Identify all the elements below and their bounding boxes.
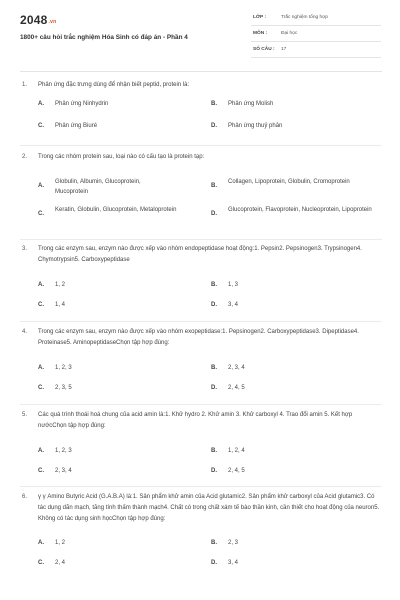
question-stem xyxy=(22,327,382,349)
option-label: B. xyxy=(211,101,217,107)
option-label: C. xyxy=(38,560,44,566)
option-label: C. xyxy=(38,211,44,217)
option-label: C. xyxy=(38,123,44,129)
option-label: A. xyxy=(38,365,44,371)
question-3 xyxy=(22,244,382,312)
option-text: 1, 2, 4 xyxy=(228,448,245,454)
meta-value: 17 xyxy=(281,47,287,52)
option-text: 1, 2, 3 xyxy=(55,448,72,454)
option-text: 2, 3, 4 xyxy=(55,468,72,474)
option-text: Phản ứng Biuré xyxy=(55,123,98,129)
logo-suffix: .vn xyxy=(48,19,57,25)
option-label: B. xyxy=(211,448,217,454)
question-stem xyxy=(22,244,382,266)
meta-key: MÔN : xyxy=(253,31,268,36)
option-label: D. xyxy=(211,211,217,217)
option-label: B. xyxy=(211,282,217,288)
document-header xyxy=(0,0,400,66)
option-label: D. xyxy=(211,123,217,129)
answer-options xyxy=(38,99,382,137)
option-text: Glucoprotein, Flavoprotein, Nucleoprotein, Lipoprotein xyxy=(228,207,372,213)
question-number: 6. xyxy=(22,494,28,500)
option-text: Keratin, Globulin, Glucoprotein, Metaloprotein xyxy=(55,207,177,213)
meta-key: SỐ CÂU : xyxy=(253,47,275,52)
site-logo[interactable] xyxy=(20,13,56,27)
option-text: 3, 4 xyxy=(228,302,239,308)
option-text: 3, 4 xyxy=(228,560,239,566)
meta-value: Trắc nghiệm tổng hợp xyxy=(281,15,328,20)
option-label: C. xyxy=(38,385,44,391)
option-text: 2, 3, 5 xyxy=(55,385,72,391)
option-text: 2, 3 xyxy=(228,540,239,546)
meta-row-subject xyxy=(251,28,381,42)
meta-row-count xyxy=(251,44,381,58)
option-label: A. xyxy=(38,540,44,546)
option-text: Globulin, Albumin, Glucoprotein, Mucoprotein xyxy=(55,179,141,195)
option-label: C. xyxy=(38,468,44,474)
meta-key: LỚP : xyxy=(253,15,267,20)
option-text: Phản ứng thuỷ phân xyxy=(228,123,283,129)
question-stem xyxy=(22,152,382,163)
option-label: B. xyxy=(211,183,217,189)
question-4 xyxy=(22,327,382,395)
option-label: D. xyxy=(211,560,217,566)
option-text: 2, 4 xyxy=(55,560,66,566)
option-label: D. xyxy=(211,302,217,308)
option-label: B. xyxy=(211,540,217,546)
option-text: 2, 3, 4 xyxy=(228,365,245,371)
option-text: 1, 4 xyxy=(55,302,66,308)
question-text: Trong các enzym sau, enzym nào được xếp vào nhóm endopeptidase hoạt động:1. Pepsin2. Pepsinogen3. Trypsinogen4. Chymotrypsin5. Carboxypeptidase xyxy=(38,246,362,263)
question-number: 5. xyxy=(22,412,28,418)
question-divider xyxy=(20,404,382,405)
answer-options xyxy=(38,440,382,478)
question-text: Trong các nhóm protein sau, loại nào có cấu tạo là protein tạp: xyxy=(38,154,205,160)
question-number: 1. xyxy=(22,82,28,88)
question-6 xyxy=(22,492,382,569)
question-divider xyxy=(20,239,382,240)
option-label: C. xyxy=(38,302,44,308)
option-text: 1, 2, 3 xyxy=(55,365,72,371)
meta-row-class xyxy=(251,12,381,26)
question-stem xyxy=(22,492,382,525)
option-text: 1, 3 xyxy=(228,282,239,288)
option-text: 2, 4, 5 xyxy=(228,385,245,391)
option-label: A. xyxy=(38,448,44,454)
option-label: D. xyxy=(211,468,217,474)
answer-options xyxy=(38,171,382,233)
meta-value: Đại học xyxy=(281,31,298,36)
question-stem xyxy=(22,410,382,432)
answer-options xyxy=(38,357,382,395)
option-label: A. xyxy=(38,282,44,288)
question-5 xyxy=(22,410,382,478)
answer-options xyxy=(38,274,382,312)
question-text: Trong các enzym sau, enzym nào được xếp vào nhóm exopeptidase:1. Pepsinogen2. Carboxypeptidase3. Dipeptidase4. Proteinase5. AminopeptidaseChọn tập hợp đúng: xyxy=(38,329,359,346)
option-label: A. xyxy=(38,183,44,189)
question-1 xyxy=(22,80,382,137)
option-label: A. xyxy=(38,101,44,107)
question-text: γ γ Amino Butyric Acid (G.A.B.A) là:1. Sản phẩm khử amin của Acid glutamic2. Sản phẩm khử carboxyl của Acid glutamic3. Có tác dụng dãn mạch, tăng tính thấm thành mạch4. Chất có trong chất xám tế bào thần kinh, cần thiết cho hoạt động của neuron5. Không có tác dụng sinh họcChọn tập hợp đúng: xyxy=(38,494,380,522)
question-number: 4. xyxy=(22,329,28,335)
question-2 xyxy=(22,152,382,233)
question-number: 3. xyxy=(22,246,28,252)
header-divider xyxy=(20,71,382,72)
answer-options xyxy=(38,533,382,569)
question-divider xyxy=(20,145,382,146)
option-text: Phản ứng Ninhydrin xyxy=(55,101,109,107)
question-number: 2. xyxy=(22,154,28,160)
logo-main: 2048 xyxy=(20,13,48,27)
option-text: 2, 4, 5 xyxy=(228,468,245,474)
question-divider xyxy=(20,321,382,322)
option-label: D. xyxy=(211,385,217,391)
question-text: Phản ứng đặc trưng dùng để nhận biết peptid, protein là: xyxy=(38,82,190,88)
page-title: 1800+ câu hỏi trắc nghiệm Hóa Sinh có đáp án - Phần 4 xyxy=(20,34,188,41)
question-divider xyxy=(20,486,382,487)
option-text: 1, 2 xyxy=(55,282,66,288)
question-stem xyxy=(22,80,382,91)
question-text: Các quá trình thoái hoá chung của acid amin là:1. Khử hydro 2. Khử amin 3. Khử carboxyl 4. Trao đổi amin 5. Kết hợp nướcChọn tập hợp đúng: xyxy=(38,412,353,429)
option-text: Phản ứng Molish xyxy=(228,101,274,107)
option-label: B. xyxy=(211,365,217,371)
option-text: Collagen, Lipoprotein, Globulin, Cromoprotein xyxy=(228,179,350,185)
option-text: 1, 2 xyxy=(55,540,66,546)
